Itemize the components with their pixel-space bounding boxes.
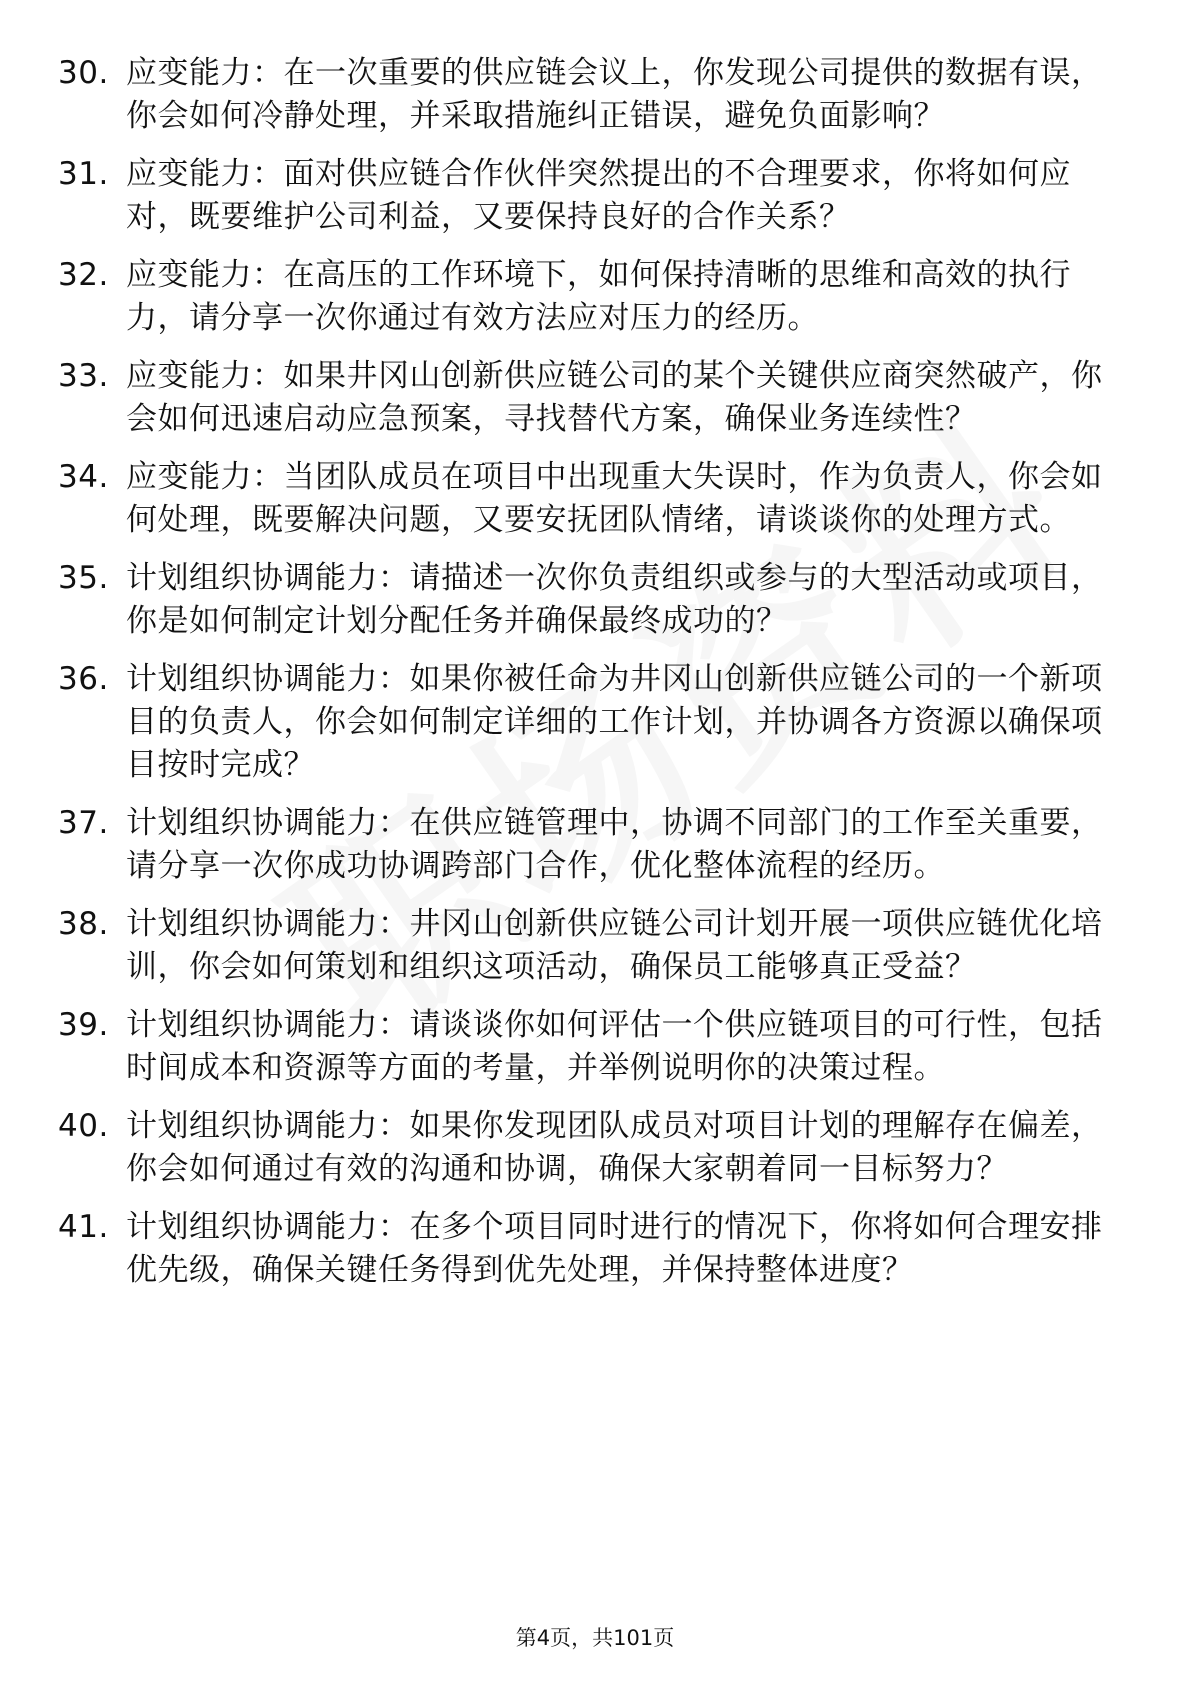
page-footer: 第4页，共101页: [515, 1626, 675, 1650]
question-number: 38.: [58, 906, 109, 942]
list-item: [58, 1206, 1118, 1292]
question-text: 计划组织协调能力：在供应链管理中，协调不同部门的工作至关重要，请分享一次你成功协调跨部门合作，优化整体流程的经历。: [126, 805, 1103, 884]
question-number: 41.: [58, 1209, 109, 1245]
question-number: 36.: [58, 661, 109, 697]
question-text: 应变能力：当团队成员在项目中出现重大失误时，作为负责人，你会如何处理，既要解决问题，又要安抚团队情绪，请谈谈你的处理方式。: [126, 459, 1103, 538]
question-text: 应变能力：面对供应链合作伙伴突然提出的不合理要求，你将如何应对，既要维护公司利益，又要保持良好的合作关系？: [126, 156, 1071, 235]
list-item: [58, 557, 1118, 643]
question-list: [58, 52, 1118, 1307]
question-text: 应变能力：在高压的工作环境下，如何保持清晰的思维和高效的执行力，请分享一次你通过有效方法应对压力的经历。: [126, 257, 1071, 336]
list-item: [58, 456, 1118, 542]
question-text: 计划组织协调能力：请描述一次你负责组织或参与的大型活动或项目，你是如何制定计划分配任务并确保最终成功的？: [126, 560, 1103, 639]
question-number: 35.: [58, 560, 109, 596]
question-number: 32.: [58, 257, 109, 293]
question-number: 37.: [58, 805, 109, 841]
list-item: [58, 52, 1118, 138]
question-number: 31.: [58, 156, 109, 192]
question-number: 30.: [58, 55, 109, 91]
question-text: 应变能力：在一次重要的供应链会议上，你发现公司提供的数据有误，你会如何冷静处理，并采取措施纠正错误，避免负面影响？: [126, 55, 1103, 134]
question-number: 33.: [58, 358, 109, 394]
list-item: [58, 658, 1118, 787]
list-item: [58, 903, 1118, 989]
list-item: [58, 1004, 1118, 1090]
question-text: 应变能力：如果井冈山创新供应链公司的某个关键供应商突然破产，你会如何迅速启动应急预案，寻找替代方案，确保业务连续性？: [126, 358, 1103, 437]
question-number: 34.: [58, 459, 109, 495]
list-item: [58, 254, 1118, 340]
question-text: 计划组织协调能力：请谈谈你如何评估一个供应链项目的可行性，包括时间成本和资源等方面的考量，并举例说明你的决策过程。: [126, 1007, 1103, 1086]
question-number: 39.: [58, 1007, 109, 1043]
list-item: [58, 355, 1118, 441]
question-text: 计划组织协调能力：如果你发现团队成员对项目计划的理解存在偏差，你会如何通过有效的沟通和协调，确保大家朝着同一目标努力？: [126, 1108, 1103, 1187]
question-text: 计划组织协调能力：在多个项目同时进行的情况下，你将如何合理安排优先级，确保关键任务得到优先处理，并保持整体进度？: [126, 1209, 1103, 1288]
question-number: 40.: [58, 1108, 109, 1144]
question-text: 计划组织协调能力：井冈山创新供应链公司计划开展一项供应链优化培训，你会如何策划和组织这项活动，确保员工能够真正受益？: [126, 906, 1103, 985]
list-item: [58, 1105, 1118, 1191]
list-item: [58, 802, 1118, 888]
question-text: 计划组织协调能力：如果你被任命为井冈山创新供应链公司的一个新项目的负责人，你会如何制定详细的工作计划，并协调各方资源以确保项目按时完成？: [126, 661, 1103, 783]
list-item: [58, 153, 1118, 239]
